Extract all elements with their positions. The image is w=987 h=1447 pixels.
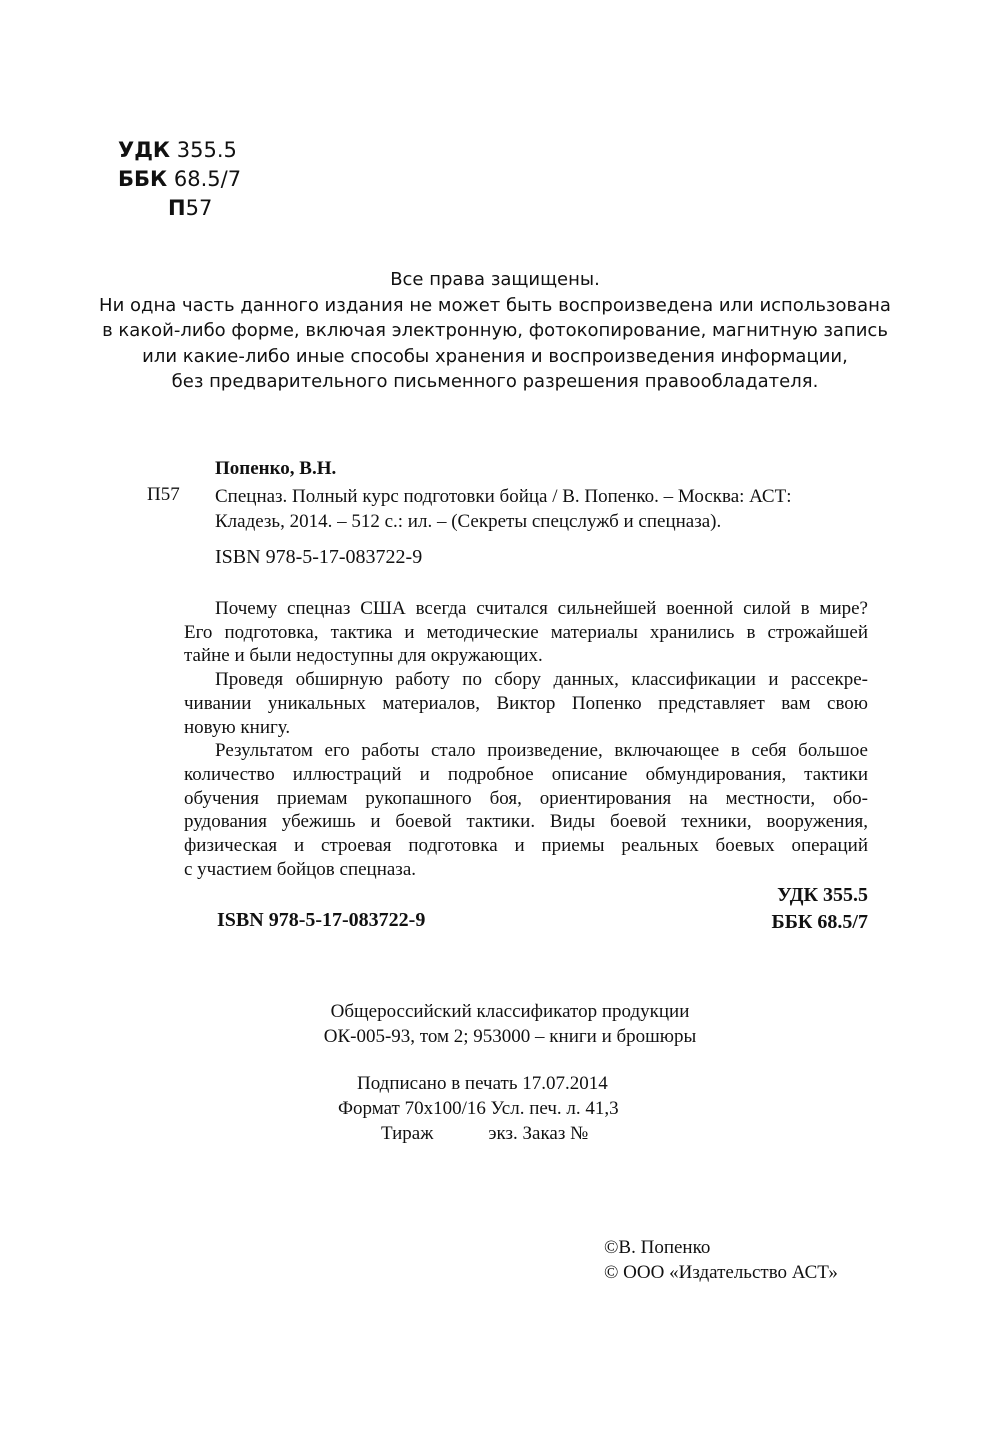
bibliographic-description: [215, 484, 865, 534]
run-label: Тираж: [381, 1123, 434, 1144]
annotation-line: Результатом его работы стало произведение, включающее в себя большое: [215, 740, 868, 762]
annotation-line: обучения приемам рукопашного боя, ориентирования на местности, обо-: [184, 787, 868, 809]
format-line: Формат 70x100/16 Усл. печ. л. 41,3: [338, 1098, 619, 1119]
udk-label: УДК: [118, 138, 171, 162]
bbk-value: 68.5/7: [173, 167, 242, 191]
signed-to-print: Подписано в печать 17.07.2014: [357, 1073, 608, 1094]
bib-line: Кладезь, 2014. – 512 с.: ил. – (Секреты спецслужб и спецназа).: [215, 511, 722, 532]
rights-notice: [60, 267, 930, 395]
rights-line: Ни одна часть данного издания не может быть воспроизведена или использована: [99, 294, 891, 316]
annotation-line: рудования убежишь и боевой тактики. Виды боевой техники, вооружения,: [184, 811, 868, 833]
annotation-line: с участием бойцов спецназа.: [184, 858, 416, 880]
rights-line: в какой-либо форме, включая электронную, фотокопирование, магнитную запись: [102, 320, 888, 341]
annotation-line: Его подготовка, тактика и методические материалы хранились в строжайшей: [184, 621, 868, 643]
annotation-line: физическая и строевая подготовка и приемы реальных боевых операций: [184, 835, 868, 857]
library-code: П57: [147, 484, 180, 505]
annotation-line: чивании уникальных материалов, Виктор Попенко представляет вам свою: [184, 692, 868, 714]
annotation-line: Почему спецназ США всегда считался сильнейшей военной силой в мире?: [215, 598, 868, 619]
annotation-line: Проведя обширную работу по сбору данных, классификации и рассекре-: [215, 669, 868, 691]
bottom-isbn: ISBN 978-5-17-083722-9: [217, 909, 426, 931]
classifier-line: Общероссийский классификатор продукции: [330, 1001, 690, 1022]
author-name: Попенко, В.Н.: [215, 458, 337, 479]
udk-code: [118, 136, 241, 165]
copyright: [604, 1236, 838, 1285]
copyright-line: © ООО «Издательство АСТ»: [604, 1261, 838, 1283]
author-mark: [118, 194, 241, 223]
annotation: [184, 597, 868, 881]
print-details: [200, 1071, 820, 1146]
bib-line: Спецназ. Полный курс подготовки бойца / В. Попенко. – Москва: АСТ:: [215, 486, 792, 507]
bbk-code: [118, 165, 241, 194]
rights-line: Все права защищены.: [390, 269, 600, 290]
isbn: ISBN 978-5-17-083722-9: [215, 546, 423, 568]
annotation-line: тайне и были недоступны для окружающих.: [184, 645, 543, 667]
annotation-line: количество иллюстраций и подробное описание обмундирования, тактики: [184, 763, 868, 785]
bottom-udk: УДК 355.5: [777, 884, 868, 906]
bottom-bbk: ББК 68.5/7: [771, 911, 868, 933]
udk-value: 355.5: [176, 138, 237, 162]
author-mark-number: 57: [185, 196, 213, 220]
classifier-line: ОК-005-93, том 2; 953000 – книги и брошюры: [323, 1026, 697, 1047]
rights-line: без предварительного письменного разрешения правообладателя.: [171, 371, 819, 392]
classification-codes: [118, 136, 241, 223]
bottom-classification-codes: [771, 882, 868, 936]
author-mark-letter: П: [168, 196, 186, 220]
run-order-line: [200, 1121, 820, 1146]
rights-line: или какие-либо иные способы хранения и воспроизведения информации,: [142, 345, 848, 367]
bbk-label: ББК: [118, 167, 168, 191]
copyright-line: ©В. Попенко: [604, 1237, 711, 1258]
annotation-line: новую книгу.: [184, 716, 291, 738]
order-label: экз. Заказ №: [488, 1123, 589, 1144]
product-classifier: [200, 999, 820, 1049]
